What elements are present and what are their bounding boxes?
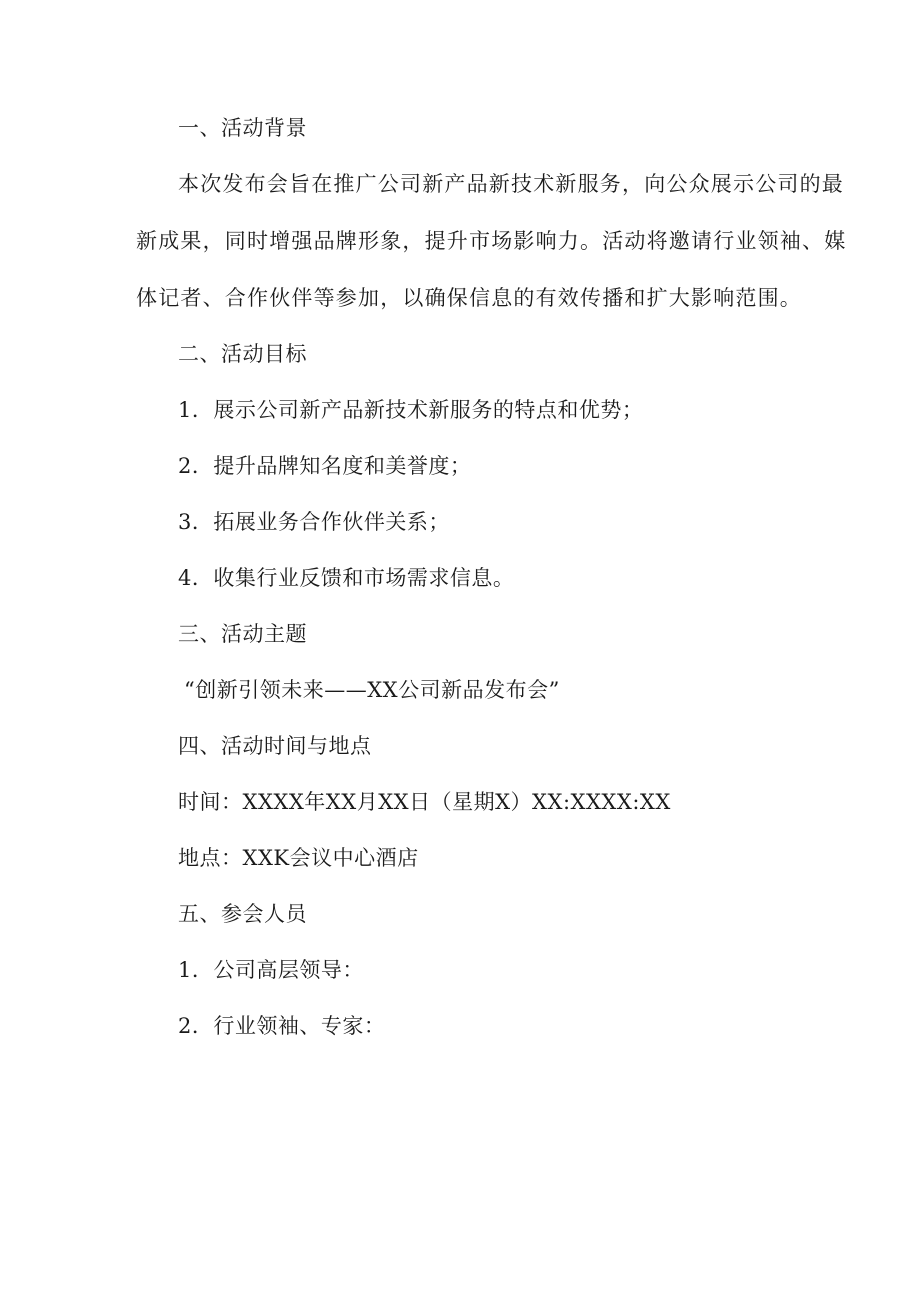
paragraph-line: 新成果，同时增强品牌形象，提升市场影响力。活动将邀请行业领袖、媒 — [136, 229, 847, 253]
section-heading-attendees: 五、参会人员 — [178, 902, 307, 926]
section-heading-time-place: 四、活动时间与地点 — [178, 734, 372, 758]
paragraph-line: 本次发布会旨在推广公司新产品新技术新服务，向公众展示公司的最 — [178, 172, 844, 196]
list-item: 1．公司高层领导： — [178, 958, 364, 982]
section-heading-goals: 二、活动目标 — [178, 342, 307, 366]
list-item: 3．拓展业务合作伙伴关系； — [178, 510, 450, 534]
section-heading-background: 一、活动背景 — [178, 116, 307, 140]
event-time: 时间：XXXX年XX月XX日（星期X）XX:XXXX:XX — [178, 790, 671, 814]
paragraph-line: 体记者、合作伙伴等参加，以确保信息的有效传播和扩大影响范围。 — [136, 286, 802, 310]
list-item: 1．展示公司新产品新技术新服务的特点和优势； — [178, 398, 644, 422]
list-item: 2．行业领袖、专家： — [178, 1014, 386, 1038]
event-place: 地点：XXK会议中心酒店 — [178, 846, 419, 870]
list-item: 2．提升品牌知名度和美誉度； — [178, 454, 472, 478]
theme-text: “创新引领未来——XX公司新品发布会” — [184, 678, 560, 702]
list-item: 4．收集行业反馈和市场需求信息。 — [178, 566, 515, 590]
section-heading-theme: 三、活动主题 — [178, 622, 307, 646]
